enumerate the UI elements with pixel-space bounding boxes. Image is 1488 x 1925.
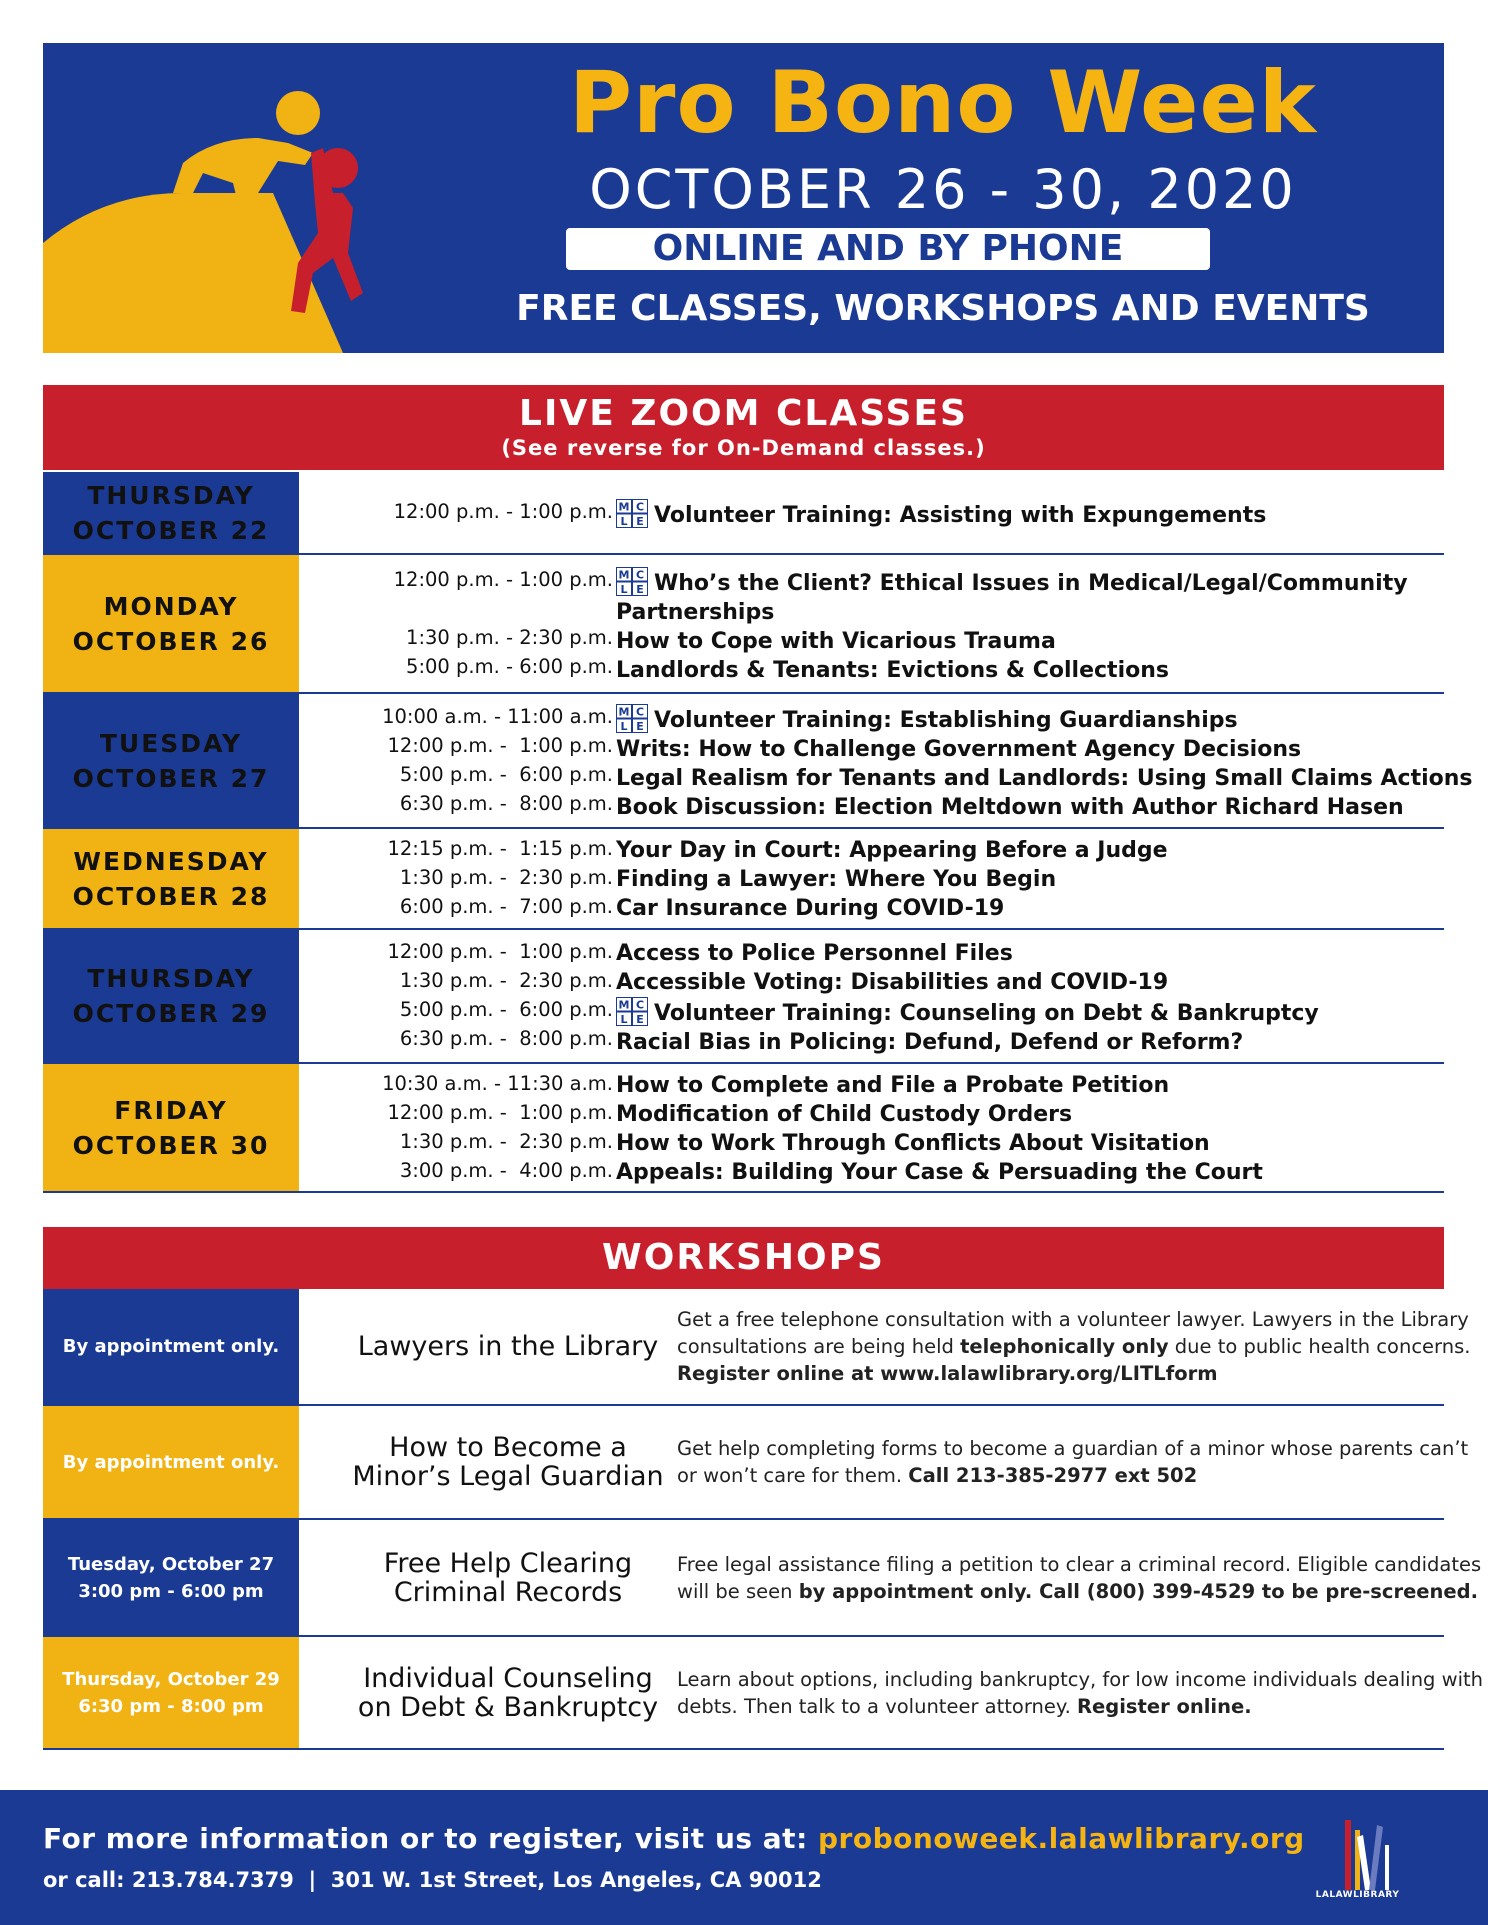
day-date: OCTOBER 26 — [72, 626, 270, 656]
session-time: 1:30 p.m. - 2:30 p.m. — [399, 1130, 613, 1153]
workshop-description — [677, 1289, 1487, 1404]
mcle-icon — [616, 567, 648, 596]
workshop-when-line1: Thursday, October 29 — [62, 1668, 280, 1690]
workshop-name-line1: Individual Counseling — [363, 1662, 653, 1694]
day-weekday: THURSDAY — [87, 480, 255, 510]
session-title — [616, 499, 1476, 530]
session-title — [616, 704, 1476, 735]
day-weekday: FRIDAY — [114, 1095, 228, 1125]
svg-text:L: L — [620, 515, 628, 528]
session-time: 5:00 p.m. - 6:00 p.m. — [399, 998, 613, 1021]
session-title-text: How to Work Through Conflicts About Visitation — [616, 1131, 1210, 1156]
svg-text:C: C — [635, 705, 645, 719]
session-title — [616, 567, 1476, 598]
schedule-day-row — [43, 694, 1473, 829]
session-title — [616, 1129, 1476, 1158]
session-titles — [616, 704, 1476, 822]
zoom-classes-heading: LIVE ZOOM CLASSES — [519, 393, 968, 434]
session-times — [333, 565, 613, 681]
workshop-row — [43, 1637, 1484, 1750]
session-title-text: Volunteer Training: Establishing Guardianships — [654, 708, 1238, 733]
workshop-row — [43, 1520, 1482, 1637]
session-time: 10:00 a.m. - 11:00 a.m. — [382, 705, 613, 728]
svg-text:M: M — [618, 705, 630, 719]
session-title-text: Your Day in Court: Appearing Before a Judge — [616, 838, 1168, 863]
workshop-when-line1: By appointment only. — [62, 1451, 280, 1473]
session-time: 3:00 p.m. - 4:00 p.m. — [399, 1159, 613, 1182]
day-weekday: MONDAY — [103, 591, 239, 621]
workshop-when — [43, 1520, 299, 1635]
workshop-row — [43, 1406, 1469, 1520]
session-time: 6:30 p.m. - 8:00 p.m. — [399, 792, 613, 815]
session-time: 10:30 a.m. - 11:30 a.m. — [382, 1072, 613, 1095]
day-weekday: WEDNESDAY — [73, 846, 269, 876]
lalawlibrary-logo-icon — [1305, 1815, 1425, 1915]
header-banner — [43, 43, 1444, 353]
workshop-name — [313, 1520, 703, 1635]
workshop-name-line1: How to Become a — [389, 1432, 627, 1463]
day-date: OCTOBER 22 — [72, 515, 270, 545]
mcle-icon — [616, 997, 648, 1026]
session-title — [616, 735, 1476, 764]
page-title: Pro Bono Week — [569, 53, 1317, 153]
workshop-when-line1: Tuesday, October 27 — [67, 1553, 275, 1575]
workshop-row — [43, 1289, 1471, 1406]
session-time: 12:00 p.m. - 1:00 p.m. — [393, 568, 613, 591]
session-title — [616, 793, 1476, 822]
session-title-text: Car Insurance During COVID-19 — [616, 896, 1005, 921]
session-title — [616, 939, 1476, 968]
session-title — [616, 836, 1476, 865]
workshop-name — [313, 1637, 703, 1748]
session-title-text: Who’s the Client? Ethical Issues in Medical/Legal/Community — [654, 571, 1408, 596]
session-time: 12:00 p.m. - 1:00 p.m. — [393, 500, 613, 523]
session-times — [333, 702, 613, 818]
session-titles — [616, 836, 1476, 923]
workshop-desc-bold: Call 213-385-2977 ext 502 — [908, 1464, 1198, 1487]
session-title — [616, 1071, 1476, 1100]
session-time: 1:30 p.m. - 2:30 p.m. — [406, 626, 613, 649]
workshop-when — [43, 1637, 299, 1748]
workshop-description — [677, 1520, 1487, 1635]
online-badge: ONLINE AND BY PHONE — [566, 228, 1210, 270]
workshop-name — [313, 1406, 703, 1518]
workshop-desc-bold: Register online. — [1077, 1694, 1252, 1718]
svg-text:E: E — [636, 515, 644, 528]
session-time: 5:00 p.m. - 6:00 p.m. — [406, 655, 613, 678]
session-title-text: Modification of Child Custody Orders — [616, 1102, 1073, 1127]
schedule-day-row — [43, 829, 1444, 930]
session-time: 12:00 p.m. - 1:00 p.m. — [387, 734, 613, 757]
session-title-text: Accessible Voting: Disabilities and COVID-19 — [616, 970, 1169, 995]
session-time: 6:30 p.m. - 8:00 p.m. — [399, 1027, 613, 1050]
workshop-when-line2: 6:30 pm - 8:00 pm — [78, 1695, 264, 1717]
session-time: 12:00 p.m. - 1:00 p.m. — [387, 940, 613, 963]
session-title — [616, 997, 1476, 1028]
day-label — [43, 472, 299, 553]
day-label — [43, 930, 299, 1062]
workshop-desc-bold2: Register online at www.lalawlibrary.org/LITLform — [677, 1362, 1218, 1385]
session-time: 1:30 p.m. - 2:30 p.m. — [399, 866, 613, 889]
session-title — [616, 656, 1476, 685]
subtitle: FREE CLASSES, WORKSHOPS AND EVENTS — [516, 288, 1370, 329]
footer-info — [43, 1822, 1305, 1855]
workshop-name-line1: Free Help Clearing — [383, 1547, 633, 1579]
workshop-desc-text: Get help completing forms to become a guardian of a minor whose parents can’t or won’t care for them. — [677, 1437, 1469, 1487]
session-titles — [616, 499, 1476, 530]
climbing-figures-icon — [43, 43, 443, 353]
session-title-text: Access to Police Personnel Files — [616, 941, 1013, 966]
workshop-desc-text: Learn about options, including bankruptcy, for low income individuals dealing with debts. Then talk to a volunteer attorney. — [677, 1667, 1484, 1718]
session-title-text: How to Complete and File a Probate Petition — [616, 1073, 1170, 1098]
footer-contact: or call: 213.784.7379 | 301 W. 1st Street, Los Angeles, CA 90012 — [43, 1868, 822, 1892]
svg-text:C: C — [635, 998, 645, 1012]
day-weekday: THURSDAY — [87, 964, 255, 993]
session-title-text: Writs: How to Challenge Government Agency Decisions — [616, 737, 1302, 762]
session-times — [333, 937, 613, 1053]
workshop-desc-text: Free legal assistance filing a petition to clear a criminal record. Eligible candidates will be seen — [677, 1552, 1482, 1603]
session-title — [616, 764, 1476, 793]
workshop-when-line1: By appointment only. — [62, 1336, 280, 1357]
session-title — [616, 865, 1476, 894]
session-times — [333, 497, 613, 526]
session-time: 12:15 p.m. - 1:15 p.m. — [387, 837, 613, 860]
event-dates: OCTOBER 26 - 30, 2020 — [589, 158, 1297, 221]
footer-url-link[interactable]: probonoweek.lalawlibrary.org — [818, 1822, 1305, 1855]
svg-text:L: L — [620, 583, 628, 596]
session-time: 6:00 p.m. - 7:00 p.m. — [399, 895, 613, 918]
session-title-continued: Partnerships — [616, 600, 775, 625]
session-title — [616, 1158, 1476, 1187]
workshop-name-line2: on Debt & Bankruptcy — [357, 1691, 659, 1723]
session-time: 5:00 p.m. - 6:00 p.m. — [399, 763, 613, 786]
session-times — [333, 834, 613, 921]
day-date: OCTOBER 27 — [72, 763, 270, 793]
session-titles — [616, 567, 1476, 685]
workshop-name-line2: Minor’s Legal Guardian — [352, 1461, 664, 1492]
svg-text:E: E — [636, 583, 644, 596]
svg-text:C: C — [635, 568, 645, 582]
svg-text:E: E — [636, 720, 644, 733]
session-title-text: Finding a Lawyer: Where You Begin — [616, 867, 1057, 892]
workshop-name — [313, 1289, 703, 1404]
session-title-text: How to Cope with Vicarious Trauma — [616, 629, 1056, 654]
schedule-day-row — [43, 1064, 1444, 1193]
svg-text:C: C — [635, 500, 645, 514]
day-date: OCTOBER 29 — [72, 999, 270, 1028]
session-title — [616, 1100, 1476, 1129]
workshop-desc-bold: telephonically only — [960, 1335, 1169, 1358]
logo-text: LALAWLIBRARY — [1315, 1890, 1400, 1900]
workshop-when — [43, 1289, 299, 1404]
workshop-description — [677, 1637, 1487, 1748]
mcle-icon — [616, 704, 648, 733]
day-label — [43, 555, 299, 692]
session-time: 1:30 p.m. - 2:30 p.m. — [399, 969, 613, 992]
day-date: OCTOBER 28 — [72, 881, 270, 911]
session-title-text: Book Discussion: Election Meltdown with Author Richard Hasen — [616, 795, 1404, 820]
session-titles — [616, 939, 1476, 1057]
session-title-text: Appeals: Building Your Case & Persuading the Court — [616, 1160, 1263, 1185]
day-label — [43, 829, 299, 928]
zoom-classes-banner — [43, 385, 1444, 470]
workshop-when — [43, 1406, 299, 1518]
session-title-text: Volunteer Training: Counseling on Debt & Bankruptcy — [654, 1001, 1319, 1026]
mcle-icon — [616, 499, 648, 528]
workshop-desc-bold: by appointment only. Call (800) 399-4529 to be pre-screened. — [798, 1579, 1479, 1603]
session-title — [616, 894, 1476, 923]
session-title-text: Volunteer Training: Assisting with Expungements — [654, 503, 1267, 528]
session-title-text: Racial Bias in Policing: Defund, Defend or Reform? — [616, 1030, 1244, 1055]
svg-text:M: M — [618, 998, 630, 1012]
day-label — [43, 694, 299, 827]
footer-info-prefix: For more information or to register, visit us at: — [43, 1822, 819, 1855]
svg-text:M: M — [618, 500, 630, 514]
session-title — [616, 968, 1476, 997]
svg-text:L: L — [620, 1013, 628, 1026]
day-date: OCTOBER 30 — [72, 1130, 270, 1160]
schedule-day-row — [43, 472, 1444, 555]
workshops-banner: WORKSHOPS — [43, 1227, 1444, 1289]
session-time: 12:00 p.m. - 1:00 p.m. — [387, 1101, 613, 1124]
session-title-text: Legal Realism for Tenants and Landlords: Using Small Claims Actions — [616, 766, 1473, 791]
svg-text:E: E — [636, 1013, 644, 1026]
session-title — [616, 627, 1476, 656]
day-weekday: TUESDAY — [99, 728, 243, 758]
workshop-desc-text: Get a free telephone consultation with a volunteer lawyer. Lawyers in the Library consultations are being held — [677, 1308, 1469, 1358]
session-time-spacer — [333, 594, 613, 623]
footer — [0, 1790, 1488, 1925]
workshop-description — [677, 1406, 1487, 1518]
day-label — [43, 1064, 299, 1191]
workshop-name-line1: Lawyers in the Library — [357, 1331, 659, 1362]
workshop-when-line2: 3:00 pm - 6:00 pm — [78, 1580, 264, 1602]
session-title-text: Landlords & Tenants: Evictions & Collections — [616, 658, 1169, 683]
session-times — [333, 1069, 613, 1185]
svg-text:L: L — [620, 720, 628, 733]
session-title — [616, 1028, 1476, 1057]
schedule-day-row — [43, 555, 1444, 694]
workshop-desc-text2: due to public health concerns. — [1168, 1335, 1471, 1358]
schedule-day-row — [43, 930, 1444, 1064]
session-titles — [616, 1071, 1476, 1187]
svg-text:M: M — [618, 568, 630, 582]
workshop-name-line2: Criminal Records — [393, 1576, 623, 1608]
zoom-classes-subheading: (See reverse for On-Demand classes.) — [501, 436, 986, 460]
